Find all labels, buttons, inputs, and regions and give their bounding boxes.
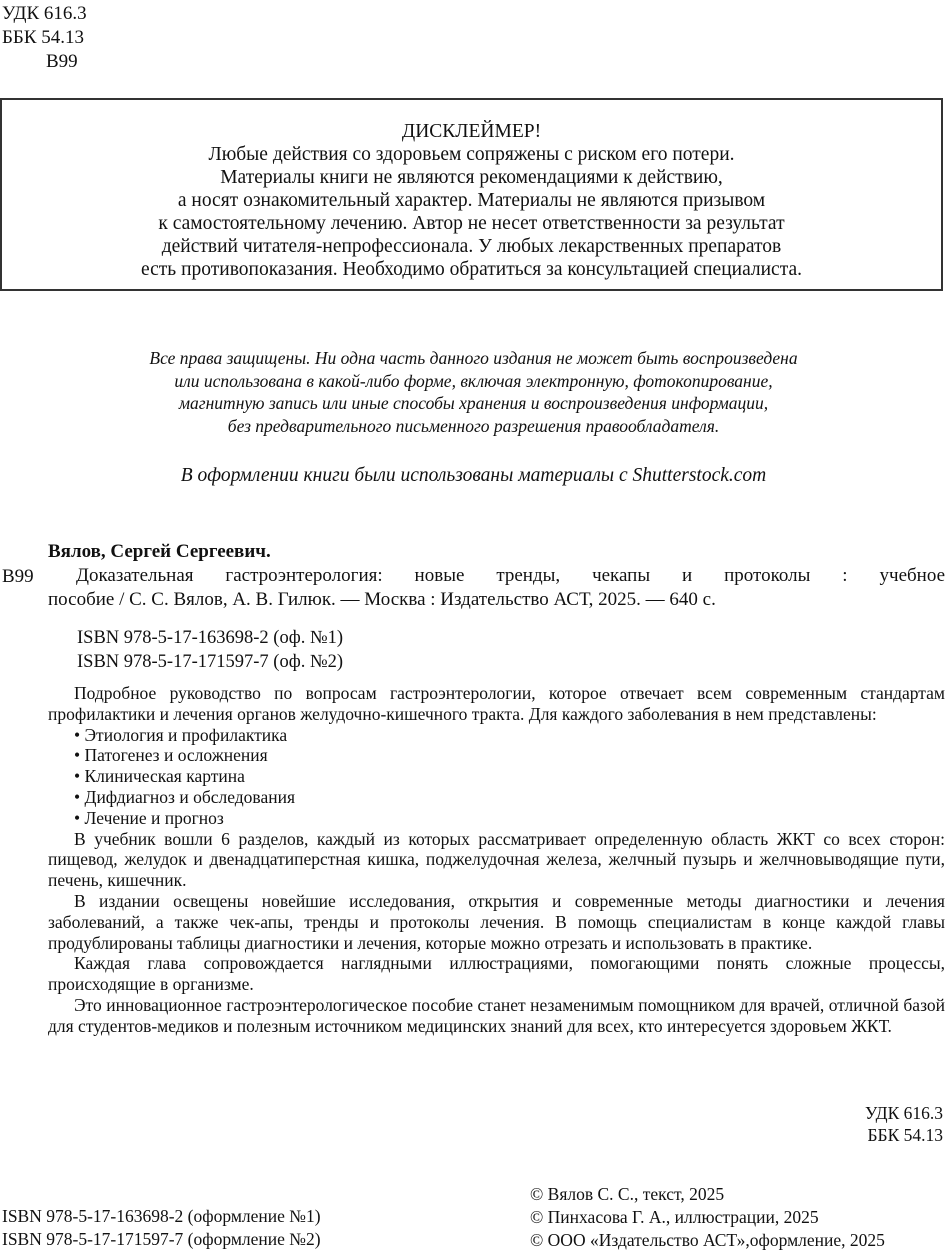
udk-code: УДК 616.3 (2, 3, 87, 24)
copyright-block (530, 1183, 885, 1252)
list-item: • Дифдиагноз и обследования (74, 786, 295, 807)
disclaimer-box (0, 98, 943, 291)
isbn-line: ISBN 978-5-17-163698-2 (оф. №1) (77, 628, 344, 648)
udk-code: УДК 616.3 (865, 1103, 943, 1123)
bbk-code: ББК 54.13 (2, 27, 84, 48)
annotation-paragraph: В издании освещены новейшие исследования, открытия и современные методы диагностики и лечения заболеваний, а также чек-апы, тренды и протоколы лечения. В помощь специалистам в конце каждой главы продублированы таблицы диагностики и лечения, которые можно отрезать и использовать в практике. (48, 890, 945, 953)
copyright-line: © Пинхасова Г. А., иллюстрации, 2025 (530, 1207, 819, 1227)
disclaimer-line: а носят ознакомительный характер. Материалы не являются призывом (177, 190, 766, 211)
disclaimer-line: Материалы книги не являются рекомендациями к действию, (220, 167, 723, 188)
disclaimer-line: действий читателя-непрофессионала. У любых лекарственных препаратов (161, 236, 782, 257)
annotation-paragraph: В учебник вошли 6 разделов, каждый из которых рассматривает определенную область ЖКТ со всех сторон: пищевод, желудок и двенадцатиперстная кишка, поджелудочная железа, желчный пузырь и желчновыводящие пути, печень, кишечник. (48, 828, 945, 891)
rights-line: без предварительного письменного разрешения правообладателя. (227, 415, 720, 436)
list-item: • Патогенез и осложнения (74, 745, 268, 766)
isbn-line: ISBN 978-5-17-171597-7 (оформление №2) (2, 1229, 321, 1249)
isbn-footer (2, 1205, 321, 1251)
shutterstock-note: В оформлении книги были использованы материалы с Shutterstock.com (180, 465, 767, 486)
list-item: • Клиническая картина (74, 766, 245, 787)
isbn-list (77, 626, 343, 674)
disclaimer-line: есть противопоказания. Необходимо обратиться за консультацией специалиста. (140, 259, 803, 280)
isbn-line: ISBN 978-5-17-171597-7 (оф. №2) (77, 652, 344, 672)
bbk-code: ББК 54.13 (867, 1125, 943, 1145)
copyright-line: © ООО «Издательство АСТ»,оформление, 2025 (530, 1230, 885, 1250)
list-item: • Этиология и профилактика (74, 724, 288, 745)
disclaimer-title: ДИСКЛЕЙМЕР! (401, 121, 542, 142)
disclaimer-line: Любые действия со здоровьем сопряжены с риском его потери. (208, 144, 735, 165)
rights-line: или использована в какой-либо форме, включая электронную, фотокопирование, (174, 370, 773, 391)
rights-line: магнитную запись или иные способы хранения и воспроизведения информации, (178, 393, 769, 413)
author-name: Вялов, Сергей Сергеевич. (48, 541, 271, 562)
rights-line: Все права защищены. Ни одна часть данного издания не может быть воспроизведена (149, 348, 798, 368)
disclaimer-line: к самостоятельному лечению. Автор не несет ответственности за результат (158, 213, 785, 234)
bibliography-line: Доказательная гастроэнтерология: новые тренды, чекапы и протоколы : учебное (76, 565, 945, 586)
isbn-line: ISBN 978-5-17-163698-2 (оформление №1) (2, 1206, 321, 1226)
rights-notice (0, 347, 947, 437)
annotation (48, 683, 945, 1037)
annotation-paragraph: Каждая глава сопровождается наглядными иллюстрациями, помогающими понять сложные процессы, происходящие в организме. (48, 953, 945, 995)
annotation-paragraph: Это инновационное гастроэнтерологическое пособие станет незаменимым помощником для врачей, отличной базой для студентов-медиков и полезным источником медицинских знаний для всех, кто интересуется здоровьем ЖКТ. (48, 994, 945, 1036)
copyright-line: © Вялов С. С., текст, 2025 (530, 1184, 725, 1204)
bibliography-cipher: В99 (2, 566, 34, 587)
classification-codes-bottom (865, 1102, 943, 1146)
topics-list (48, 725, 945, 829)
list-item: • Лечение и прогноз (74, 807, 224, 828)
annotation-intro: Подробное руководство по вопросам гастроэнтерологии, которое отвечает всем современным стандартам профилактики и лечения органов желудочно-кишечного тракта. Для каждого заболевания в нем представлены: (48, 683, 945, 724)
bibliography-line: пособие / С. С. Вялов, А. В. Гилюк. — Москва : Издательство АСТ, 2025. — 640 с. (48, 589, 716, 610)
bibliographic-description (48, 564, 945, 612)
classification-codes-top (2, 2, 87, 74)
author-cipher: В99 (46, 51, 78, 72)
